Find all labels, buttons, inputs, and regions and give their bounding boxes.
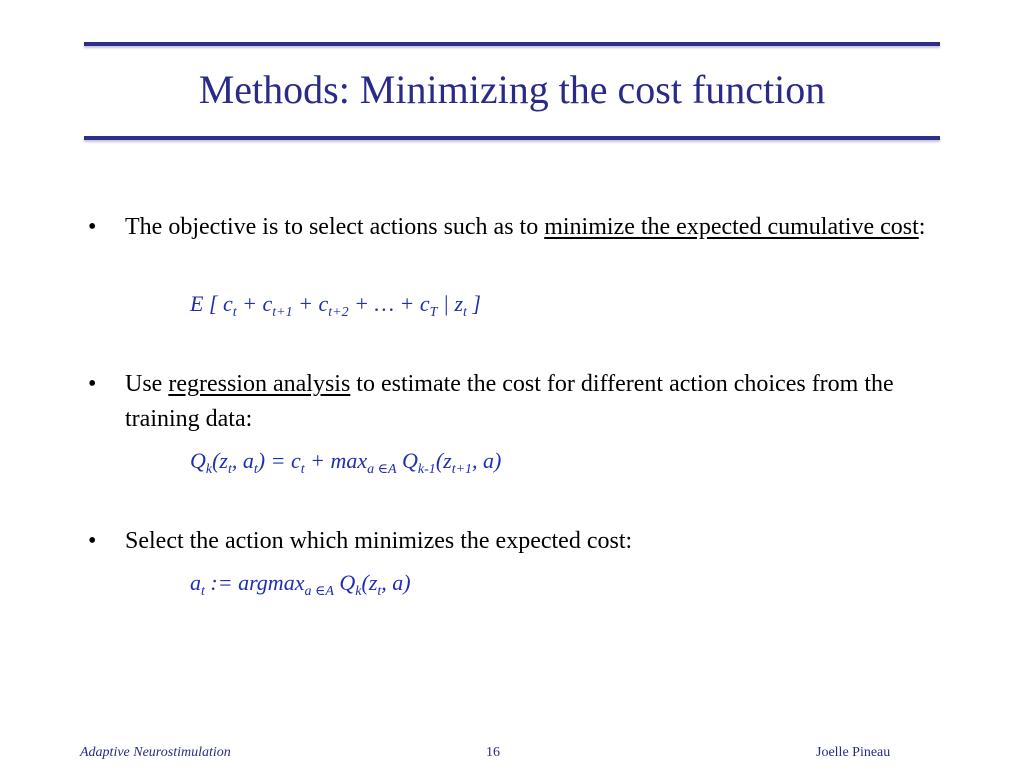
- footer-presentation-title: Adaptive Neurostimulation: [80, 745, 231, 760]
- argmax-formula: $a_t$ := argmax$_{a \in A}$ $Q_k(z_t$, a): [190, 570, 411, 599]
- bullet-dot-icon: •: [88, 214, 97, 240]
- underlined-phrase: regression analysis: [168, 371, 351, 397]
- bullet-text-end: :: [918, 214, 926, 240]
- underlined-phrase: minimize the expected cumulative cost: [544, 214, 919, 240]
- bullet-dot-icon: •: [88, 371, 97, 397]
- bullet-text: [125, 367, 945, 437]
- q-update-formula: $Q_k(z_t$, $a_t) = c_t + \max_{a \in A} Q_{k-1}(z_{t+1}$, a): [190, 448, 502, 477]
- expected-cost-formula: E [ $c_t + c_{t+1} + c_{t+2}$ + … + $c_T$ | $z_t$ ]: [190, 291, 481, 320]
- bullet-dot-icon: •: [88, 528, 97, 554]
- bullet-text: [125, 210, 945, 245]
- bullet-text-end: to estimate the cost for different action choices from the training data:: [125, 371, 894, 432]
- footer-page-number: 16: [486, 745, 500, 760]
- footer-author: Joelle Pineau: [816, 745, 891, 760]
- title-top-rule: [84, 42, 940, 46]
- bullet-text-start: The objective is to select actions such as to: [125, 214, 545, 240]
- bullet-text: Select the action which minimizes the expected cost:: [125, 528, 633, 554]
- bullet-text-start: Use: [125, 371, 169, 397]
- title-bottom-rule: [84, 136, 940, 140]
- slide-title: Methods: Minimizing the cost function: [198, 67, 826, 112]
